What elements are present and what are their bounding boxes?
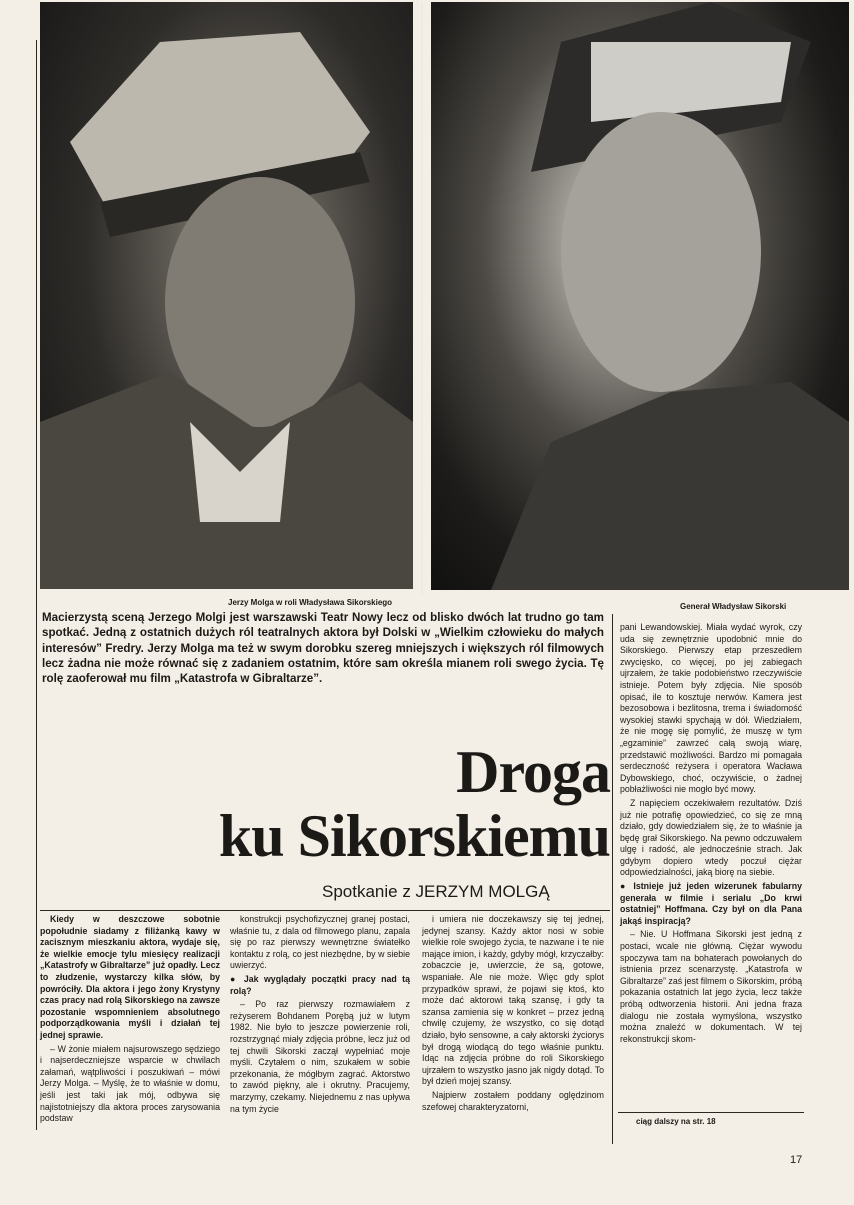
photo-jerzy-molga <box>40 2 413 589</box>
col4-paragraph-1: pani Lewandowskiej. Miała wydać wyrok, czy uda się zewnętrznie upodobnić mnie do Sikorskiego. Pierwszy etap przeszedłem zwycięsko, co więcej, po jej zabiegach ujrzałem, że takie podobieństwo rzeczywiście istnieje. Potem były zdjęcia. Nie sposób opisać, ile to kosztuje nerwów. Kamera jest bezosobowa i bezlitosna, trema i świadomość wysokiej stawki spychają w dół. Wiedziałem, że nie mogę się pomylić, że muszę w tym „egzaminie” zawrzeć całą swoją wiarę, przedstawić możliwości. Bardzo mi pomagała serdeczność reżysera i operatora Wacława Dybowskiego, choć, oczywiście, o żadnej pobłażliwości nie mogło być mowy. <box>620 622 802 795</box>
col3-paragraph-2: Najpierw zostałem poddany oględzinom szefowej charakteryzatorni, <box>422 1089 604 1112</box>
col2-question: ● Jak wyglądały początki pracy nad tą rolą? <box>230 973 411 996</box>
right-column-rule <box>612 614 613 1144</box>
page-number: 17 <box>790 1154 803 1166</box>
col4-paragraph-3: – Nie. U Hoffmana Sikorski jest jedną z postaci, wcale nie główną. Ciężar wywodu spoczywa tam na bohaterach powołanych do istnienia przez scenarzystę. „Katastrofa w Gibraltarze” zaś jest filmem o Sikorskim, próbą pokazania ostatnich lat jego życia, lecz także próbą odtworzenia historii. Ani jedna fraza dialogu nie została wymyślona, wszystko można znaleźć w dokumentach. W tej rekonstrukcji skom- <box>620 929 802 1044</box>
photo-general-sikorski <box>431 2 849 590</box>
col4-question: ● Istnieje już jeden wizerunek fabularny generała w filmie i serialu „Do krwi ostatniej” Hoffmana. Czy był on dla Pana jakąś inspiracją? <box>620 881 802 926</box>
caption-left: Jerzy Molga w roli Władysława Sikorskiego <box>228 598 393 607</box>
col1-paragraph-1: Kiedy w deszczowe sobotnie popołudnie siadamy z filiżanką kawy w zacisznym mieszkaniu aktora, wydaje się, że wielkie emocje tylu miesięcy realizacji „Katastrofy w Gibraltarze” już opadły. Lecz to złudzenie, wystarczy kilka słów, by powróciły. Dla aktora i jego żony Krystyny czas pracy nad rolą Sikorskiego na zawsze pozostanie wspomnieniem absolutnego podporządkowania myśli i działań tej jednej sprawie. <box>40 914 220 1040</box>
column-rule-top <box>40 910 610 911</box>
continuation-rule <box>618 1112 804 1113</box>
col1-paragraph-2: – W żonie miałem najsurowszego sędziego i najserdeczniejsze wsparcie w chwilach załamań, wątpliwości i poszukiwań – mówi Jerzy Molga. – Myślę, że to właśnie w domu, jeśli jest taki jak mój, odbywa się najistotniejszy dla aktora proces zarysowania podstaw <box>40 1043 220 1124</box>
headline-line-1: Droga <box>456 739 610 805</box>
bullet-icon: ● <box>230 973 244 984</box>
headline-line-2: ku Sikorskiemu <box>218 803 610 869</box>
subtitle: Spotkanie z JERZYM MOLGĄ <box>322 882 550 901</box>
article-column-3 <box>422 914 604 1115</box>
lead-paragraph: Macierzystą sceną Jerzego Molgi jest warszawski Teatr Nowy lecz od blisko dwóch lat trudno go tam spotkać. Jedną z ostatnich dużych ról teatralnych aktora był Dolski w „Wielkim człowieku do małych interesów” Fredry. Jerzy Molga ma też w swym dorobku szereg mniejszych i większych ról filmowych lecz żadna nie może równać się z zadaniem ostatnim, które sam określa mianem roli swego życia. Tę rolę zaoferował mu film „Katastrofa w Gibraltarze”. <box>42 611 604 686</box>
col2-paragraph-1: konstrukcji psychofizycznej granej postaci, właśnie tu, z dala od filmowego planu, zapala się po raz pierwszy wewnętrzne światełko kontaktu z rolą, co jest niezbędne, by w siebie uwierzyć. <box>230 914 410 971</box>
caption-right: Generał Władysław Sikorski <box>680 602 787 611</box>
article-column-1 <box>40 914 220 1127</box>
article-column-4 <box>620 622 802 1047</box>
left-margin-rule <box>36 40 37 1130</box>
photo-divider <box>421 2 423 594</box>
headline <box>140 740 610 868</box>
col2-paragraph-2: – Po raz pierwszy rozmawiałem z reżyserem Bohdanem Porębą już w lutym 1982. Nie było to jeszcze powierzenie roli, rozstrzygnąć miały zdjęcia próbne, lecz już od tej chwili Sikorski zaczął wypełniać moje myśli. Czytałem o nim, szukałem w sobie przekonania, że mógłbym zagrać. Aktorstwo to zawód piękny, ale i okrutny. Pracujemy, marzymy, czekamy. Niejednemu z nas upływa na tym życie <box>230 999 410 1114</box>
article-column-2 <box>230 914 410 1117</box>
continuation-note: ciąg dalszy na str. 18 <box>636 1117 716 1126</box>
bullet-icon: ● <box>620 881 634 892</box>
col4-paragraph-2: Z napięciem oczekiwałem rezultatów. Dziś już nie potrafię opowiedzieć, co się ze mną działo, gdy dowiedziałem się, że to właśnie ja będę grał Sikorskiego. Na pewno odczuwałem ulgę i radość, ale jednocześnie strach. Jak gdybym dopiero wtedy poczuł ciężar odpowiedzialności, jaką biorę na siebie. <box>620 797 802 878</box>
col3-paragraph-1: i umiera nie doczekawszy się tej jednej, jedynej szansy. Każdy aktor nosi w sobie wielkie role swojego życia, te nazwane i te nie mające imion, i każdy, gdyby mógł, krzyczałby: zobaczcie je, uwierzcie, że są, gotowe, wspaniałe. Ale nie może. Więc gdy splot przypadków sprawi, że pojawi się ktoś, kto może dać aktorowi taką szansę, i gdy ta szansa zamienia się w konkret – przez jedną chwilę czujemy, że wszystko, co się dotąd działo, było sensowne, a cały aktorski życiorys był drogą wiodącą do tego właśnie punktu. Idąc na zdjęcia próbne do roli Sikorskiego ujrzałem to wszystko jasno jak nigdy dotąd. To był dzień mojej szansy. <box>422 914 604 1087</box>
